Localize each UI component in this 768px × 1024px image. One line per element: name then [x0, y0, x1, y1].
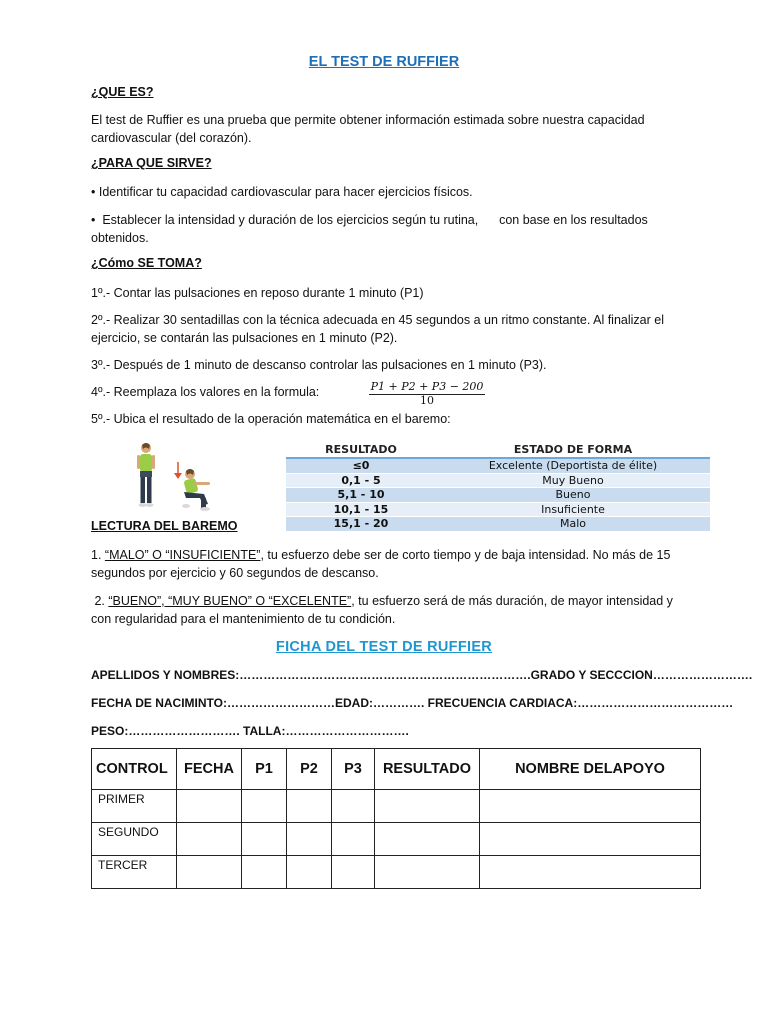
ficha-field-fecha: FECHA DE NACIMINTO:………………………EDAD:…………. FRECUENCIA CARDIACA:…………………………………: [91, 696, 734, 710]
table-row: [92, 823, 701, 856]
baremo-cell-estado: Insuficiente: [436, 502, 710, 517]
ruffier-formula: [352, 380, 502, 407]
table-row: [92, 856, 701, 889]
ficha-cell-nombre[interactable]: [480, 823, 701, 856]
ficha-cell-p3[interactable]: [332, 790, 375, 823]
ficha-row-label: PRIMER: [92, 790, 177, 823]
baremo-cell-resultado: 10,1 - 15: [286, 502, 436, 517]
ficha-cell-p1[interactable]: [242, 790, 287, 823]
como-heading: ¿Cómo SE TOMA?: [91, 256, 202, 270]
step-2-line2: ejercicio, se contarán las pulsaciones en 1 minuto (P2).: [91, 331, 398, 345]
lectura-item2-number: 2.: [91, 594, 109, 608]
ficha-cell-p2[interactable]: [287, 790, 332, 823]
step-3: 3º.- Después de 1 minuto de descanso controlar las pulsaciones en 1 minuto (P3).: [91, 358, 547, 372]
lectura-item1-number: 1.: [91, 548, 105, 562]
lectura-item1-rest: , tu esfuerzo debe ser de corto tiempo y de baja intensidad. No más de 15: [260, 548, 671, 562]
baremo-cell-resultado: ≤0: [286, 458, 436, 473]
para-que-bullet1: • Identificar tu capacidad cardiovascular para hacer ejercicios físicos.: [91, 185, 473, 199]
baremo-cell-resultado: 15,1 - 20: [286, 517, 436, 532]
ficha-cell-fecha[interactable]: [177, 790, 242, 823]
ficha-field-apellidos: APELLIDOS Y NOMBRES:……………………………………………………………….GRADO Y SECCCION…………………….: [91, 668, 753, 682]
ficha-cell-resultado[interactable]: [375, 856, 480, 889]
baremo-row: [286, 458, 710, 473]
baremo-header-estado: ESTADO DE FORMA: [436, 442, 710, 458]
baremo-header-row: [286, 442, 710, 458]
ficha-title: FICHA DEL TEST DE RUFFIER: [275, 639, 493, 655]
baremo-cell-estado: Excelente (Deportista de élite): [436, 458, 710, 473]
lectura-item2-line1: [91, 592, 673, 610]
lectura-item2-key: “BUENO”, “MUY BUENO” O “EXCELENTE”: [108, 594, 352, 608]
que-es-heading: ¿QUE ES?: [91, 85, 154, 99]
ficha-cell-resultado[interactable]: [375, 823, 480, 856]
baremo-row: [286, 488, 710, 503]
baremo-cell-estado: Muy Bueno: [436, 473, 710, 488]
lectura-item2-rest: , tu esfuerzo será de más duración, de mayor intensidad y: [351, 594, 673, 608]
baremo-table: [286, 442, 710, 532]
ficha-cell-p3[interactable]: [332, 856, 375, 889]
squat-illustration: [124, 440, 234, 520]
ficha-cell-fecha[interactable]: [177, 823, 242, 856]
ficha-cell-nombre[interactable]: [480, 856, 701, 889]
ficha-cell-p3[interactable]: [332, 823, 375, 856]
ficha-field-peso: PESO:………………………. TALLA:………………………….: [91, 724, 409, 738]
ficha-cell-p1[interactable]: [242, 856, 287, 889]
lectura-heading: LECTURA DEL BAREMO: [91, 519, 238, 533]
ficha-header-p1: P1: [242, 749, 287, 790]
que-es-text-line2: cardiovascular (del corazón).: [91, 131, 252, 145]
ficha-row-label: TERCER: [92, 856, 177, 889]
baremo-row: [286, 502, 710, 517]
table-row: [92, 790, 701, 823]
lectura-item1-line1: [91, 546, 670, 564]
ficha-row-label: SEGUNDO: [92, 823, 177, 856]
page-title: EL TEST DE RUFFIER: [308, 54, 460, 70]
standing-figure: [137, 443, 155, 507]
ficha-header-p3: P3: [332, 749, 375, 790]
step-2-line1: 2º.- Realizar 30 sentadillas con la técnica adecuada en 45 segundos a un ritmo constante. Al finalizar el: [91, 313, 664, 327]
ficha-header-row: [92, 749, 701, 790]
baremo-cell-resultado: 0,1 - 5: [286, 473, 436, 488]
squatting-figure: [182, 469, 210, 511]
para-que-bullet2-line2: obtenidos.: [91, 231, 149, 245]
ficha-header-nombre: NOMBRE DELAPOYO: [480, 749, 701, 790]
baremo-row: [286, 473, 710, 488]
ficha-header-resultado: RESULTADO: [375, 749, 480, 790]
baremo-cell-estado: Malo: [436, 517, 710, 532]
ficha-cell-p2[interactable]: [287, 856, 332, 889]
baremo-row: [286, 517, 710, 532]
ficha-table: [91, 748, 701, 889]
ficha-cell-p2[interactable]: [287, 823, 332, 856]
para-que-bullet2-line1: • Establecer la intensidad y duración de los ejercicios según tu rutina, con base en los resultados: [91, 213, 648, 227]
ficha-cell-p1[interactable]: [242, 823, 287, 856]
baremo-cell-resultado: 5,1 - 10: [286, 488, 436, 503]
ficha-cell-nombre[interactable]: [480, 790, 701, 823]
ficha-cell-fecha[interactable]: [177, 856, 242, 889]
ficha-header-fecha: FECHA: [177, 749, 242, 790]
lectura-item1-key: “MALO” O “INSUFICIENTE”: [104, 548, 261, 562]
formula-numerator: P1 + P2 + P3 − 200: [370, 380, 484, 393]
lectura-item2-line2: con regularidad para el mantenimiento de tu condición.: [91, 612, 396, 626]
baremo-cell-estado: Bueno: [436, 488, 710, 503]
step-5: 5º.- Ubica el resultado de la operación matemática en el baremo:: [91, 412, 451, 426]
down-arrow-icon: [174, 462, 182, 479]
step-1: 1º.- Contar las pulsaciones en reposo durante 1 minuto (P1): [91, 286, 424, 300]
step-4: 4º.- Reemplaza los valores en la formula:: [91, 385, 320, 399]
ficha-cell-resultado[interactable]: [375, 790, 480, 823]
baremo-header-resultado: RESULTADO: [286, 442, 436, 458]
para-que-heading: ¿PARA QUE SIRVE?: [91, 156, 212, 170]
lectura-item1-line2: segundos por ejercicio y 60 segundos de descanso.: [91, 566, 379, 580]
que-es-text-line1: El test de Ruffier es una prueba que permite obtener información estimada sobre nuestra capacidad: [91, 113, 645, 127]
ficha-header-control: CONTROL: [92, 749, 177, 790]
ficha-header-p2: P2: [287, 749, 332, 790]
formula-denominator: 10: [420, 394, 434, 407]
